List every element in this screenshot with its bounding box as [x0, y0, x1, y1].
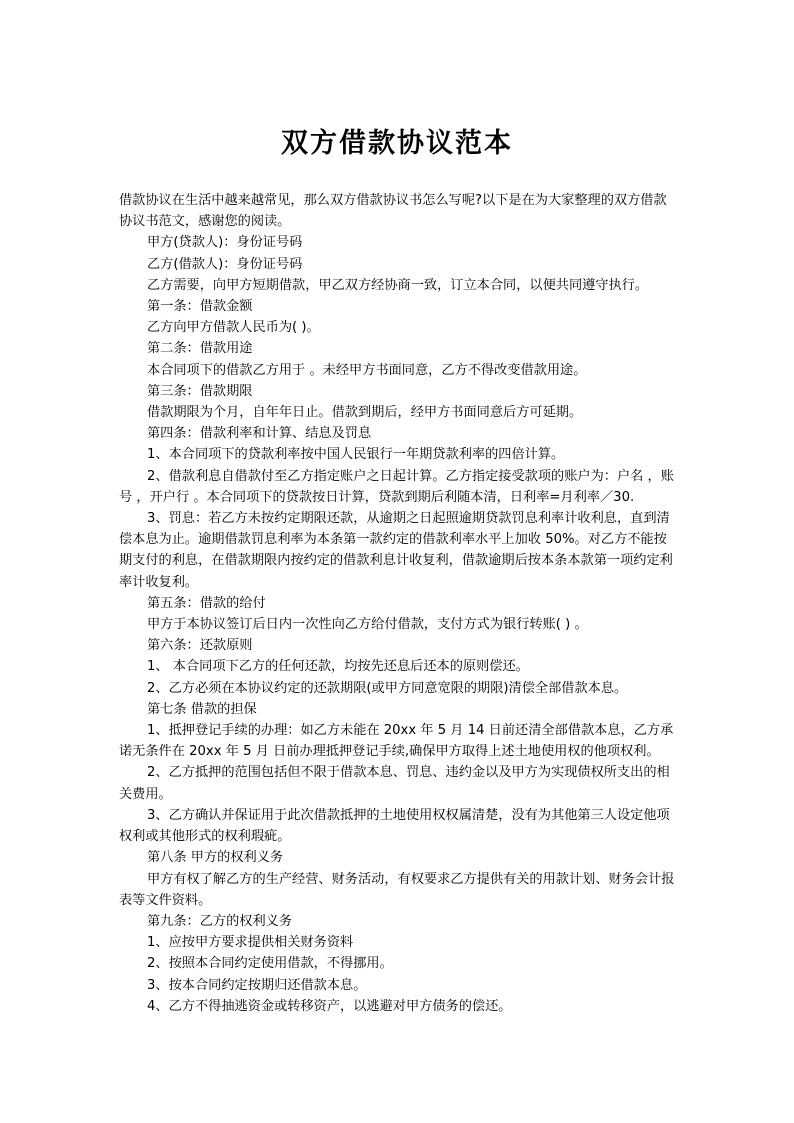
body-paragraph: 借款期限为个月，自年年日止。借款到期后，经甲方书面同意后方可延期。 — [147, 405, 583, 421]
body-paragraph: 第八条 甲方的权利义务 — [147, 850, 284, 866]
body-paragraph: 2、按照本合同约定使用借款，不得挪用。 — [147, 956, 393, 972]
body-paragraph: 第九条：乙方的权利义务 — [147, 913, 293, 929]
body-paragraph: 第七条 借款的担保 — [147, 701, 257, 717]
body-paragraph: 第六条：还款原则 — [147, 638, 253, 654]
body-paragraph: 甲方(贷款人)：身份证号码 — [147, 235, 303, 251]
body-paragraph: 第二条：借款用途 — [147, 341, 253, 357]
document-title: 双方借款协议范本 — [281, 128, 513, 159]
document-body — [119, 190, 679, 1017]
body-paragraph: 借款协议在生活中越来越常见，那么双方借款协议书怎么写呢?以下是在为大家整理的双方借款协议书范文，感谢您的阅读。 — [119, 193, 667, 230]
body-paragraph: 第五条：借款的给付 — [147, 595, 266, 611]
body-paragraph: 本合同项下的借款乙方用于 。未经甲方书面同意，乙方不得改变借款用途。 — [147, 362, 587, 378]
body-paragraph: 2、乙方抵押的范围包括但不限于借款本息、罚息、违约金以及甲方为实现债权所支出的相关费用。 — [119, 765, 670, 802]
body-paragraph: 甲方有权了解乙方的生产经营、财务活动，有权要求乙方提供有关的用款计划、财务会计报表等文件资料。 — [119, 871, 675, 908]
body-paragraph: 3、罚息：若乙方未按约定期限还款，从逾期之日起照逾期贷款罚息利率计收利息，直到清偿本息为止。逾期借款罚息利率为本条第一款约定的借款利率水平上加收 50%。对乙方不能按期支付的利息，在借款期限内按约定的借款利息计收复利，借款逾期后按本条本款第一项约定利率计收复利。 — [119, 511, 673, 590]
body-paragraph: 乙方(借款人)：身份证号码 — [147, 256, 303, 272]
body-paragraph: 1、抵押登记手续的办理：如乙方未能在 20xx 年 5 月 14 日前还清全部借款本息，乙方承诺无条件在 20xx 年 5 月 日前办理抵押登记手续,确保甲方取得上述土地使用权的他项权利。 — [119, 723, 674, 760]
body-paragraph: 4、乙方不得抽逃资金或转移资产，以逃避对甲方债务的偿还。 — [147, 998, 512, 1014]
body-paragraph: 乙方向甲方借款人民币为( )。 — [147, 320, 320, 336]
body-paragraph: 第三条：借款期限 — [147, 383, 253, 399]
body-paragraph: 2、借款利息自借款付至乙方指定账户之日起计算。乙方指定接受款项的账户为：户名 ，账号 ，开户行 。本合同项下的贷款按日计算，贷款到期后利随本清，日利率=月利率／30. — [119, 468, 674, 505]
body-paragraph: 3、按本合同约定按期归还借款本息。 — [147, 977, 367, 993]
body-paragraph: 3、乙方确认并保证用于此次借款抵押的土地使用权权属清楚，没有为其他第三人设定他项权利或其他形式的权利瑕疵。 — [119, 807, 670, 845]
body-paragraph: 1、应按甲方要求提供相关财务资料 — [147, 935, 354, 951]
body-paragraph: 甲方于本协议签订后日内一次性向乙方给付借款，支付方式为银行转账( ) 。 — [147, 617, 588, 633]
body-paragraph: 2、乙方必须在本协议约定的还款期限(或甲方同意宽限的期限)清偿全部借款本息。 — [147, 680, 628, 696]
body-paragraph: 第一条：借款金额 — [147, 299, 253, 315]
body-paragraph: 1、本合同项下的贷款利率按中国人民银行一年期贷款利率的四倍计算。 — [147, 447, 565, 463]
body-paragraph: 1、 本合同项下乙方的任何还款，均按先还息后还本的原则偿还。 — [147, 659, 529, 675]
body-paragraph: 第四条：借款利率和计算、结息及罚息 — [147, 426, 372, 442]
body-paragraph: 乙方需要，向甲方短期借款，甲乙双方经协商一致，订立本合同，以便共同遵守执行。 — [147, 277, 649, 293]
